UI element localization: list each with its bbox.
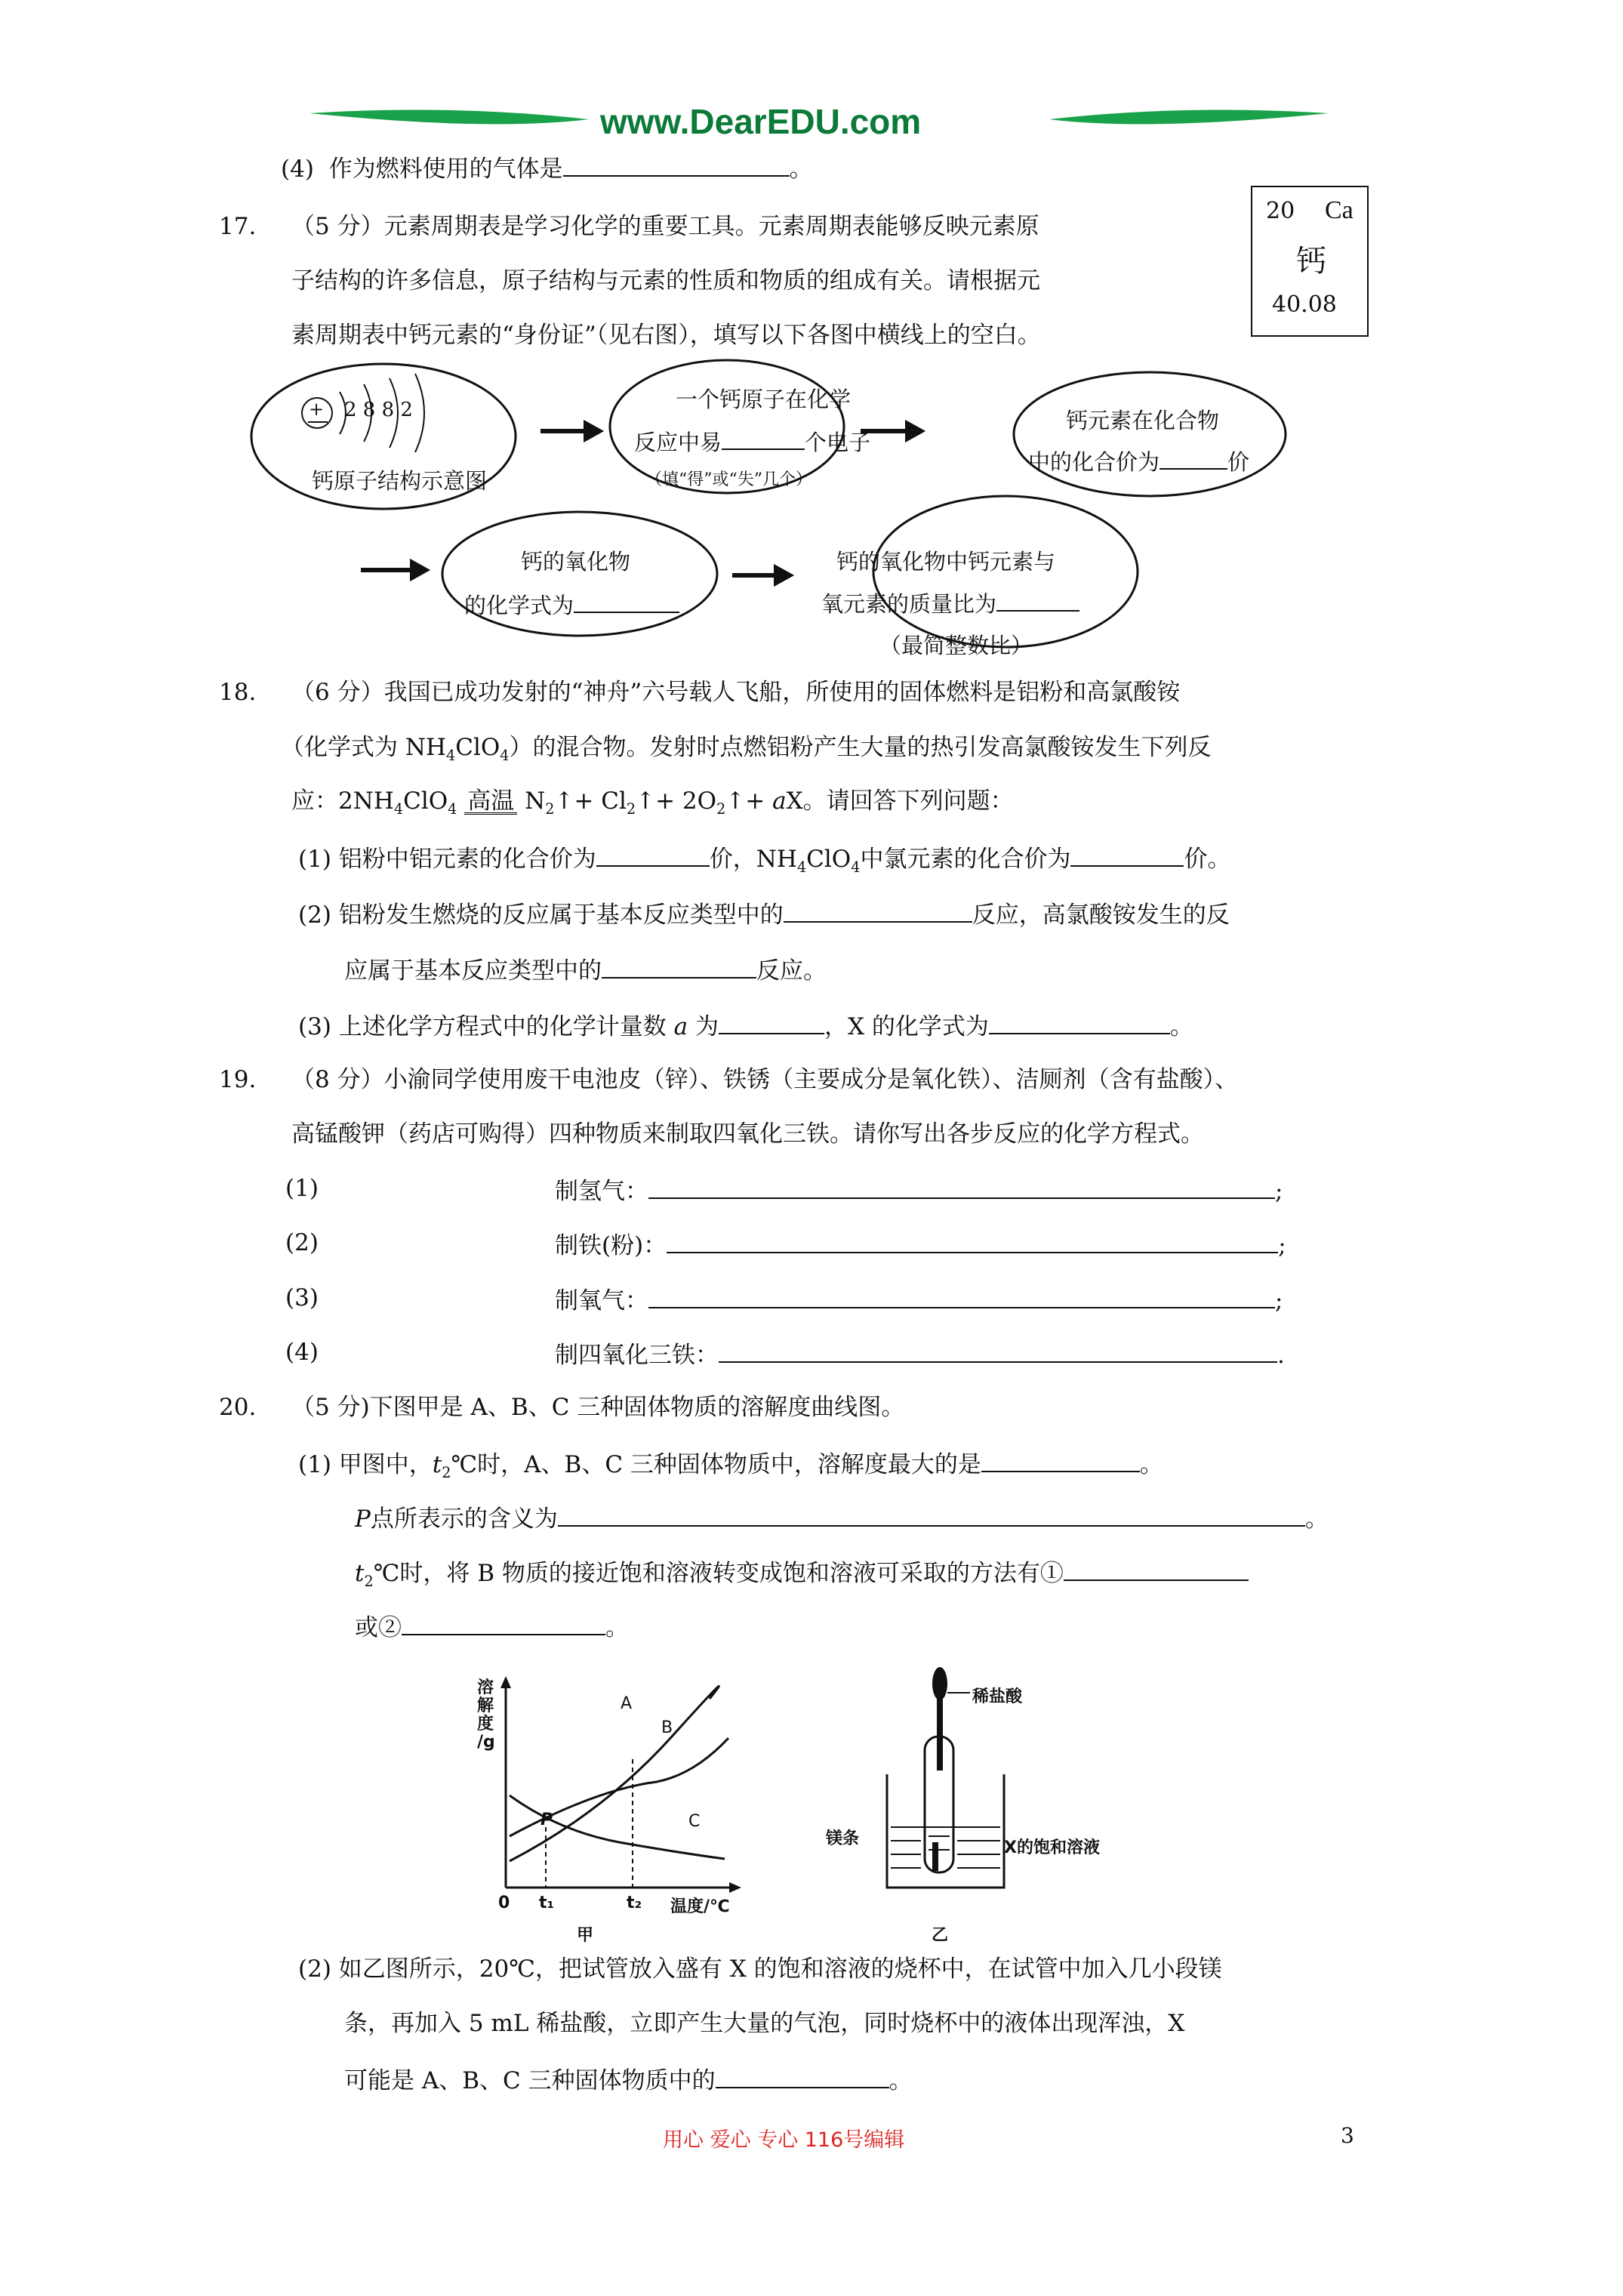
curve-c-label: C <box>688 1812 701 1831</box>
q19-step3: 制氧气： ; <box>555 1284 1283 1314</box>
q20-part1: (1) 甲图中，$t_2℃$时，A、B、C 三种固体物质中，溶解度最大的是 。 <box>298 1448 1163 1487</box>
q18-part3: (3) 上述化学方程式中的化学计量数 a 为 ，X 的化学式为 。 <box>298 1010 1193 1040</box>
atomic-number: 20 <box>1266 198 1295 224</box>
q17-line3: 素周期表中钙元素的“身份证”（见右图），填写以下各图中横线上的空白。 <box>291 322 1041 349</box>
answer-blank[interactable] <box>563 153 790 177</box>
q20-part1-line3: $t_2℃$时，将 B 物质的接近饱和溶液转变成饱和溶液可采取的方法有① <box>355 1557 1249 1595</box>
q19-line2: 高锰酸钾（药店可购得）四种物质来制取四氧化三铁。请你写出各步反应的化学方程式。 <box>291 1120 1204 1148</box>
ratio-oval-line1: 钙的氧化物中钙元素与 <box>836 549 1056 575</box>
answer-blank[interactable] <box>667 1229 1278 1253</box>
valence-oval-line2: 中的化合价为 价 <box>1028 449 1250 475</box>
element-name: 钙 <box>1296 244 1326 279</box>
q17-number: 17. <box>219 213 257 240</box>
answer-blank[interactable] <box>981 1448 1140 1472</box>
solution-label: X的饱和溶液 <box>1004 1838 1100 1857</box>
q19-line1: （8 分）小渝同学使用废干电池皮（锌）、铁锈（主要成分是氧化铁）、洁厕剂（含有盐酸）、 <box>291 1066 1239 1093</box>
q20-part2-line3: 可能是 A、B、C 三种固体物质中的 。 <box>344 2064 913 2094</box>
q19-step3-number: (3) <box>285 1284 319 1311</box>
q18-part2-cont: 应属于基本反应类型中的 反应。 <box>344 954 827 985</box>
answer-blank[interactable] <box>1070 843 1184 867</box>
curve-b-label: B <box>661 1718 673 1737</box>
answer-blank[interactable] <box>648 1175 1275 1199</box>
oxide-oval-line1: 钙的氧化物 <box>521 549 631 575</box>
answer-blank[interactable] <box>402 1611 605 1635</box>
page-footer-text: 用心 爱心 专心 116号编辑 <box>663 2128 905 2152</box>
q17-line2: 子结构的许多信息，原子结构与元素的性质和物质的组成有关。请根据元 <box>291 267 1040 294</box>
q18-part2: (2) 铝粉发生燃烧的反应属于基本反应类型中的 反应，高氯酸铵发生的反 <box>298 898 1230 929</box>
answer-blank[interactable] <box>719 1010 824 1034</box>
answer-blank[interactable] <box>784 898 972 923</box>
q19-step4: 制四氧化三铁： . <box>555 1339 1285 1369</box>
calcium-element-card <box>1251 186 1369 337</box>
answer-blank[interactable] <box>596 843 710 867</box>
q19-step1: 制氢气： ; <box>555 1175 1283 1205</box>
curve-a-label: A <box>621 1694 633 1713</box>
acid-label: 稀盐酸 <box>972 1687 1023 1706</box>
q19-step2-number: (2) <box>285 1229 319 1256</box>
element-symbol: Ca <box>1325 196 1354 224</box>
curve-A <box>510 1686 719 1861</box>
answer-blank[interactable] <box>719 1339 1277 1363</box>
beaker-caption: 乙 <box>932 1926 949 1945</box>
q20-part2-line2: 条，再加入 5 mL 稀盐酸，立即产生大量的气泡，同时烧杯中的液体出现浑浊，X <box>344 2010 1185 2037</box>
ratio-oval-hint: （最简整数比） <box>879 633 1033 658</box>
q20-part1-line4: 或② 。 <box>355 1611 629 1641</box>
reaction-condition: 高温 <box>464 790 517 815</box>
q19-step2: 制铁(粉)： ; <box>555 1229 1286 1259</box>
q20-number: 20. <box>219 1394 257 1421</box>
ratio-oval-line2: 氧元素的质量比为 <box>821 587 1079 618</box>
atomic-mass: 40.08 <box>1272 291 1337 318</box>
answer-blank[interactable] <box>574 592 679 613</box>
oxide-oval-line2: 的化学式为 <box>464 589 679 620</box>
t1-tick: t₁ <box>539 1894 555 1912</box>
beaker-experiment-figure <box>830 1661 1057 1918</box>
q20-part2: (2) 如乙图所示，20℃，把试管放入盛有 X 的饱和溶液的烧杯中，在试管中加入几小段镁 <box>298 1955 1222 1983</box>
electron-oval-hint: （填“得”或“失”几个） <box>645 470 812 489</box>
q19-number: 19. <box>219 1066 257 1093</box>
q19-step4-number: (4) <box>285 1339 319 1366</box>
electron-oval-line2: 反应中易 个电子 <box>634 430 871 455</box>
nucleus-charge: + <box>309 399 325 420</box>
t2-tick: t₂ <box>627 1894 642 1912</box>
answer-blank[interactable] <box>722 429 805 450</box>
graph-y-label: 溶 解 度 /g <box>477 1678 495 1752</box>
q18-part1: (1) 铝粉中铝元素的化合价为 价，$NH_4ClO_4$中氯元素的化合价为 价。 <box>298 843 1230 881</box>
q19-step1-number: (1) <box>285 1175 319 1202</box>
q18-equation-line: 应：$2NH_4ClO_4$ 高温 $N_2↑+$ $Cl_2↑+$ $2O_2↑+$ aX。请回答下列问题： <box>291 787 1014 818</box>
valence-oval-line1: 钙元素在化合物 <box>1066 408 1220 433</box>
page-number: 3 <box>1341 2123 1354 2148</box>
q17-line1: （5 分）元素周期表是学习化学的重要工具。元素周期表能够反映元素原 <box>291 213 1039 240</box>
magnesium-label: 镁条 <box>826 1829 860 1848</box>
q18-line2: （化学式为 $NH_4ClO_4$）的混合物。发射时点燃铝粉产生大量的热引发高氯酸铵发生下列反 <box>281 734 1212 765</box>
q18-number: 18. <box>219 679 257 706</box>
answer-blank[interactable] <box>996 590 1079 612</box>
graph-origin: 0 <box>498 1894 510 1912</box>
atom-diagram-label: 钙原子结构示意图 <box>312 468 488 494</box>
electron-shells: 2 8 8 2 <box>344 399 413 421</box>
q20-part1-line2: P点所表示的含义为 。 <box>355 1502 1329 1533</box>
answer-blank[interactable] <box>989 1010 1170 1034</box>
electron-oval-line1: 一个钙原子在化学 <box>676 387 852 412</box>
site-logo-text: www.DearEDU.com <box>600 102 922 141</box>
q20-line1: （5 分)下图甲是 A、B、C 三种固体物质的溶解度曲线图。 <box>291 1394 905 1421</box>
answer-blank[interactable] <box>648 1284 1275 1308</box>
answer-blank[interactable] <box>716 2064 889 2088</box>
answer-blank[interactable] <box>558 1502 1305 1527</box>
answer-blank[interactable] <box>1160 448 1227 470</box>
answer-blank[interactable] <box>602 954 756 978</box>
graph-caption: 甲 <box>577 1926 594 1945</box>
q16-item4: (4) 作为燃料使用的气体是 。 <box>281 153 813 183</box>
q18-line1: （6 分）我国已成功发射的“神舟”六号载人飞船，所使用的固体燃料是铝粉和高氯酸铵 <box>291 679 1181 706</box>
graph-x-label: 温度/℃ <box>670 1897 730 1916</box>
answer-blank[interactable] <box>1064 1557 1249 1581</box>
point-p-label: P <box>540 1811 553 1829</box>
